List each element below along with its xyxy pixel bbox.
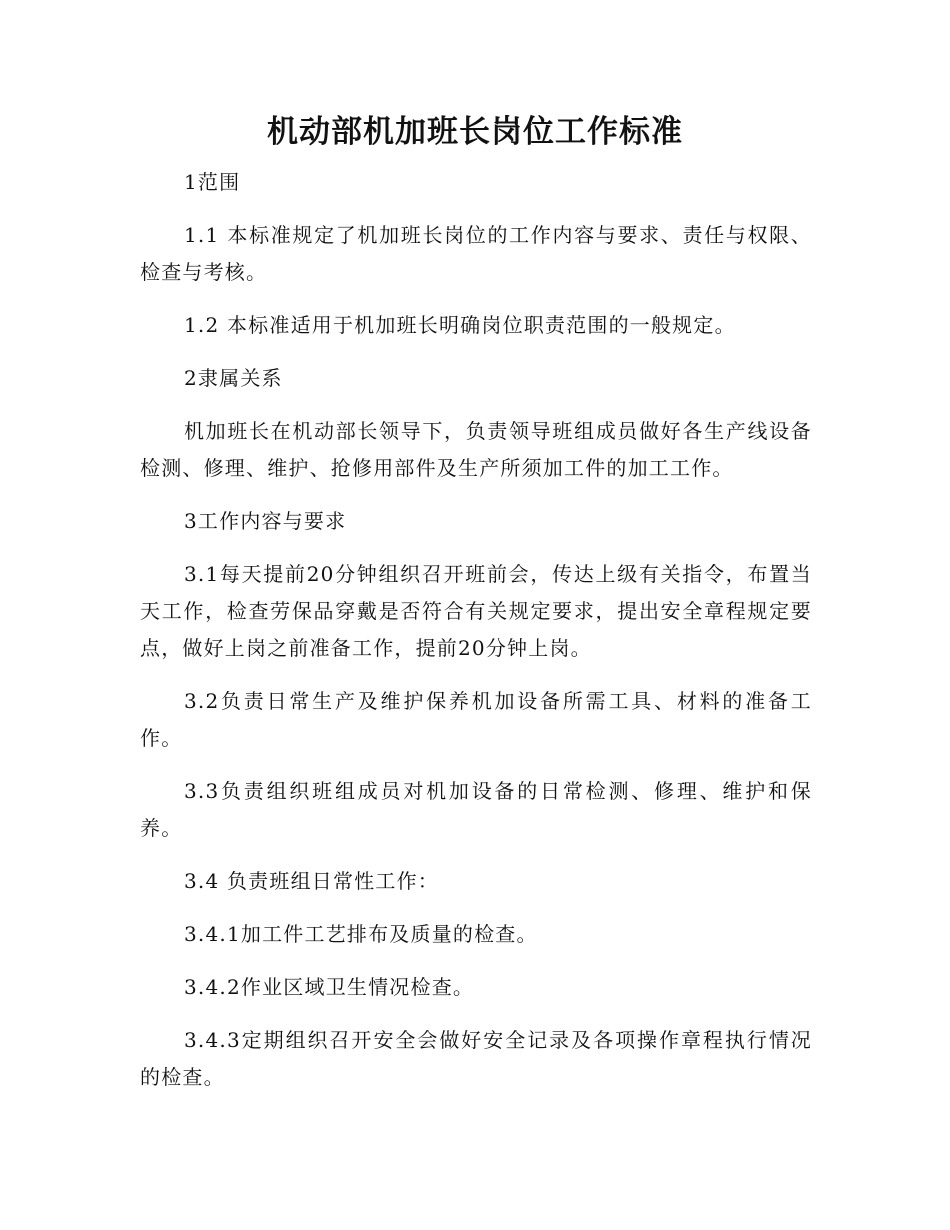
section-heading-reporting: 2隶属关系 — [184, 366, 283, 390]
clause-3-2: 3.2负责日常生产及维护保养机加设备所需工具、材料的准备工作。 — [140, 689, 812, 750]
clause-3-4-1: 3.4.1加工件工艺排布及质量的检查。 — [184, 922, 538, 946]
document-title: 机动部机加班长岗位工作标准 — [267, 114, 683, 150]
clause-3-4-3: 3.4.3定期组织召开安全会做好安全记录及各项操作章程执行情况的检查。 — [140, 1028, 812, 1089]
clause-3-3: 3.3负责组织班组成员对机加设备的日常检测、修理、维护和保养。 — [140, 779, 812, 840]
clause-1-1: 1.1 本标准规定了机加班长岗位的工作内容与要求、责任与权限、检查与考核。 — [140, 223, 812, 284]
document-body — [140, 164, 812, 1112]
reporting-paragraph: 机加班长在机动部长领导下，负责领导班组成员做好各生产线设备检测、修理、维护、抢修用部件及生产所须加工件的加工工作。 — [140, 419, 812, 480]
section-heading-duties: 3工作内容与要求 — [184, 509, 347, 533]
section-heading-scope: 1范围 — [184, 170, 241, 194]
clause-3-4: 3.4 负责班组日常性工作： — [184, 869, 439, 893]
clause-3-1: 3.1每天提前20分钟组织召开班前会，传达上级有关指令，布置当天工作，检查劳保品穿戴是否符合有关规定要求，提出安全章程规定要点，做好上岗之前准备工作，提前20分钟上岗。 — [140, 562, 812, 660]
clause-3-4-2: 3.4.2作业区域卫生情况检查。 — [184, 975, 475, 999]
clause-1-2: 1.2 本标准适用于机加班长明确岗位职责范围的一般规定。 — [184, 313, 736, 337]
